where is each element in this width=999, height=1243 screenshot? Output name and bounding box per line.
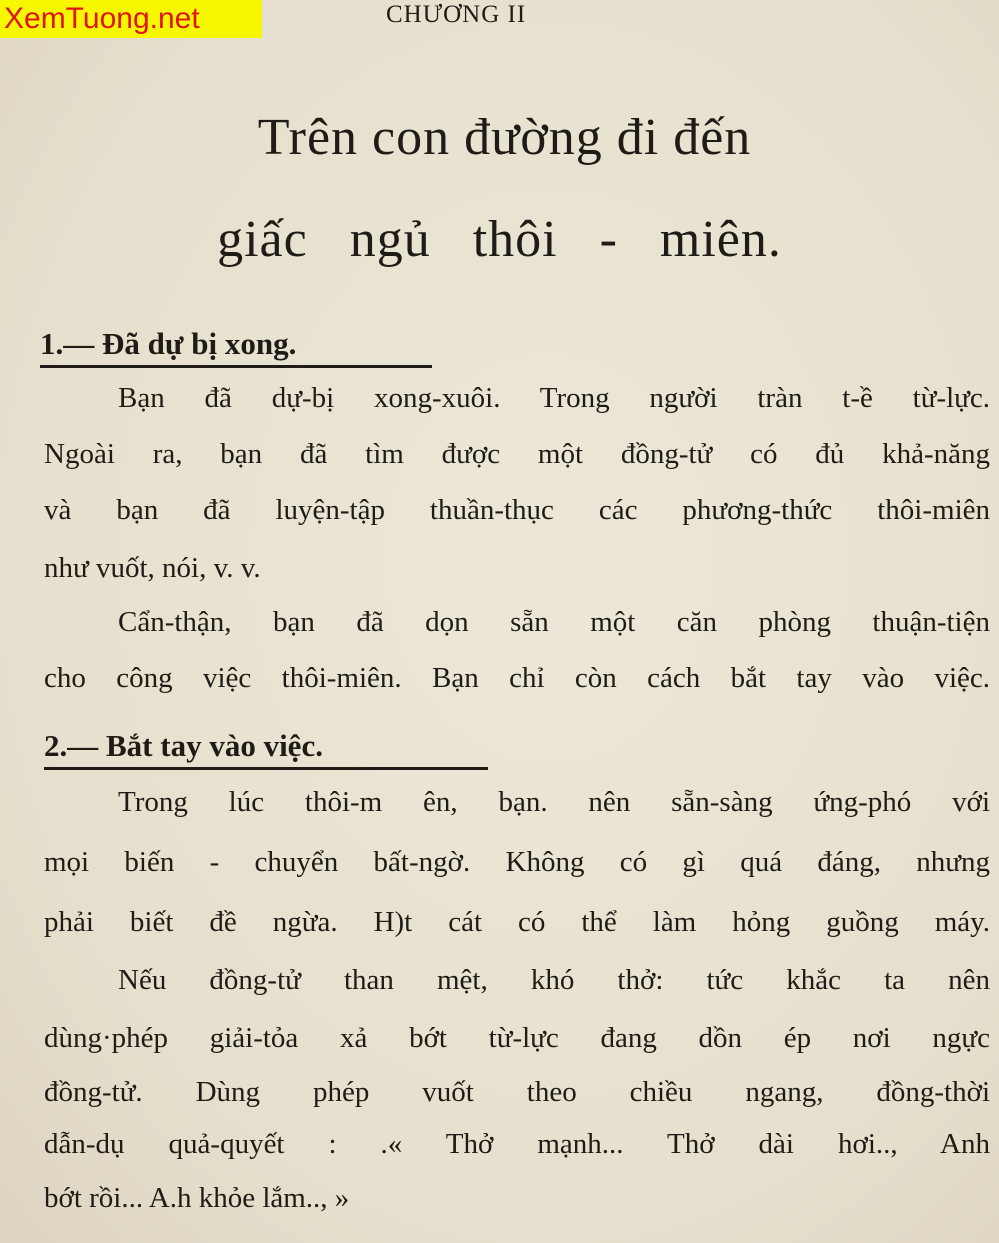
text-line: Ngoài ra, bạn đã tìm được một đồng-tử có đủ khả-năng: [44, 438, 990, 470]
section-heading-1: 1.— Đã dự bị xong.: [40, 326, 432, 368]
site-watermark: XemTuong.net: [0, 0, 262, 38]
text-line: bớt rồi... A.h khỏe lắm.., »: [44, 1182, 350, 1214]
text-line: như vuốt, nói, v. v.: [44, 552, 261, 584]
text-line: mọi biến - chuyển bất-ngờ. Không có gì quá đáng, nhưng: [44, 846, 990, 878]
page-title-line-1: Trên con đường đi đến: [257, 109, 752, 166]
text-line: Bạn đã dự-bị xong-xuôi. Trong người tràn t-ề từ-lực.: [118, 382, 990, 414]
section-heading-2: 2.— Bắt tay vào việc.: [44, 728, 488, 770]
text-line: dùng·phép giải-tỏa xả bớt từ-lực đang dồn ép nơi ngực: [44, 1022, 990, 1054]
chapter-heading: CHƯƠNG II: [386, 1, 527, 28]
text-line: cho công việc thôi-miên. Bạn chỉ còn cách bắt tay vào việc.: [44, 662, 990, 694]
text-line: Trong lúc thôi-m ên, bạn. nên sẵn-sàng ứng-phó với: [118, 786, 990, 818]
text-line: Cẩn-thận, bạn đã dọn sẵn một căn phòng thuận-tiện: [118, 606, 990, 638]
text-line: Nếu đồng-tử than mệt, khó thở: tức khắc ta nên: [118, 964, 990, 996]
text-line: dẫn-dụ quả-quyết : .« Thở mạnh... Thở dài hơi.., Anh: [44, 1128, 990, 1160]
text-line: đồng-tử. Dùng phép vuốt theo chiều ngang, đồng-thời: [44, 1076, 990, 1108]
page-title-line-2: giấc ngủ thôi - miên.: [217, 211, 782, 268]
text-line: phải biết đề ngừa. H)t cát có thể làm hỏng guồng máy.: [44, 906, 990, 938]
text-line: và bạn đã luyện-tập thuần-thục các phương-thức thôi-miên: [44, 494, 990, 526]
